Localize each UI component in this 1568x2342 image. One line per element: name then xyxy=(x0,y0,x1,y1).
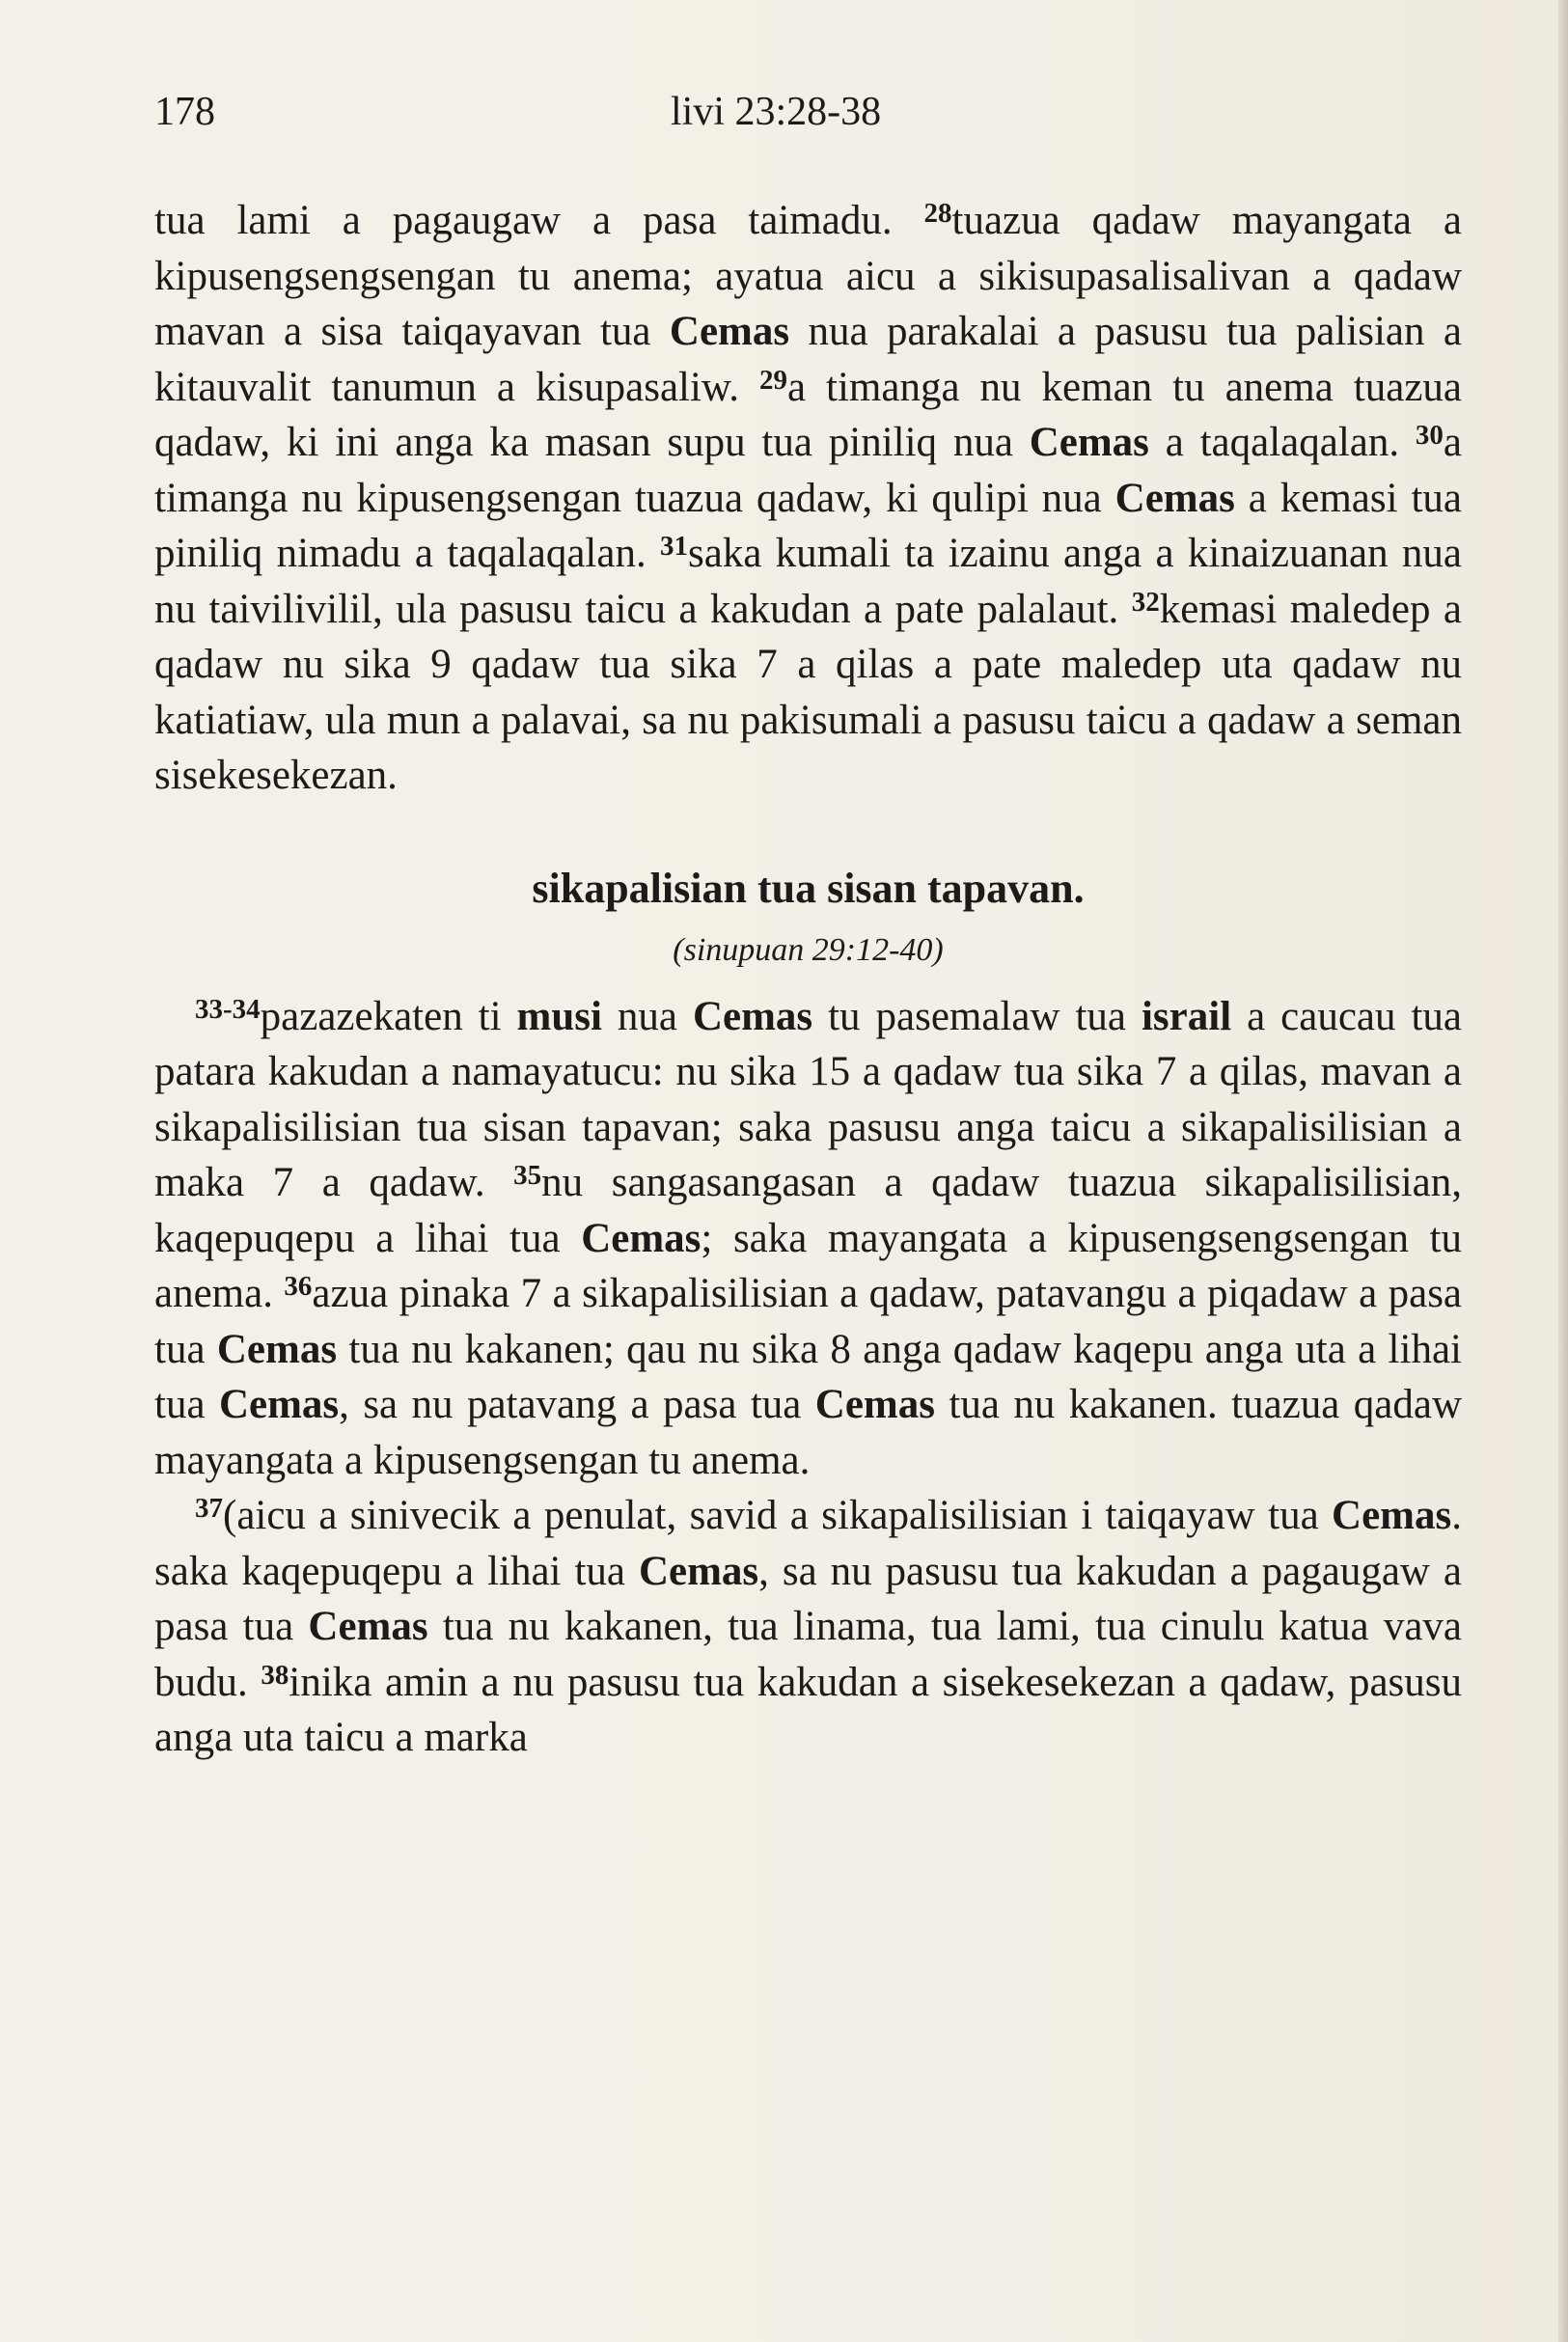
text-run: a timanga nu keman tu anema tuazua qadaw, ki ini anga ka masan supu tua piniliq nua xyxy=(154,364,1462,465)
verse-number-28: 28 xyxy=(923,198,952,229)
bold-term: Cemas xyxy=(669,309,790,354)
bold-term: Cemas xyxy=(638,1548,759,1594)
paragraph-3 xyxy=(154,1488,1462,1766)
text-run: tua nu kakanen; qau nu sika 8 anga qadaw kaqepu anga uta a lihai tua xyxy=(154,1326,1462,1427)
verse-number-36: 36 xyxy=(284,1271,313,1302)
bold-term: Cemas xyxy=(1332,1493,1452,1538)
text-run: tua lami a pagaugaw a pasa taimadu. xyxy=(154,198,924,243)
text-run: tu pasemalaw tua xyxy=(812,993,1142,1039)
text-run: (aicu a sinivecik a penulat, savid a sikapalisilisian i taiqayaw tua xyxy=(223,1493,1333,1538)
bold-term: Cemas xyxy=(692,993,813,1039)
text-run: a kemasi tua piniliq nimadu a taqalaqalan. xyxy=(154,475,1462,576)
text-run: azua pinaka 7 a sikapalisilisian a qadaw, patavangu a piqadaw a pasa tua xyxy=(154,1271,1463,1372)
text-run: pazazekaten ti xyxy=(260,993,517,1039)
paragraph-2 xyxy=(154,989,1462,1489)
bold-term: musi xyxy=(516,993,602,1039)
verse-number-32: 32 xyxy=(1131,586,1160,618)
page-number: 178 xyxy=(154,90,215,134)
bold-term: Cemas xyxy=(814,1382,935,1427)
bold-term: Cemas xyxy=(1029,420,1149,465)
text-run: , sa nu pasusu tua kakudan a pagaugaw a pasa tua xyxy=(154,1548,1462,1649)
text-run: a timanga nu kipusengsengan tuazua qadaw, ki qulipi nua xyxy=(154,420,1462,521)
text-run: , sa nu patavang a pasa tua xyxy=(339,1382,815,1427)
text-run: inika amin a nu pasusu tua kakudan a sisekesekezan a qadaw, pasusu anga uta taicu a marka xyxy=(154,1659,1463,1760)
text-run: nua xyxy=(601,993,693,1039)
text-run: tuazua qadaw mayangata a kipusengsengsengan tu anema; ayatua aicu a sikisupasalisalivan a qadaw mavan a sisa taiqayavan tua xyxy=(154,198,1463,354)
bold-term: Cemas xyxy=(581,1215,701,1261)
text-run: tua nu kakanen. tuazua qadaw mayangata a kipusengsengan tu anema. xyxy=(154,1382,1462,1483)
cross-reference: (sinupuan 29:12-40) xyxy=(673,931,944,968)
running-header xyxy=(154,89,1457,147)
running-title: livi 23:28-38 xyxy=(671,90,882,134)
verse-number-38: 38 xyxy=(261,1659,289,1691)
verse-number-30: 30 xyxy=(1415,420,1444,451)
text-run: tua nu kakanen, tua linama, tua lami, tua cinulu katua vava budu. xyxy=(154,1604,1463,1705)
text-run: nua parakalai a pasusu tua palisian a kitauvalit tanumun a kisupasaliw. xyxy=(154,309,1462,410)
paragraph-1 xyxy=(154,193,1462,804)
text-run: ; saka mayangata a kipusengsengsengan tu anema. xyxy=(154,1215,1463,1316)
verse-number-35: 35 xyxy=(513,1160,542,1191)
text-run: nu sangasangasan a qadaw tuazua sikapalisilisian, kaqepuqepu a lihai tua xyxy=(154,1160,1462,1261)
verse-number-31: 31 xyxy=(660,531,688,562)
bold-term: Cemas xyxy=(216,1326,338,1372)
bold-term: Cemas xyxy=(1114,475,1235,521)
section-heading: sikapalisian tua sisan tapavan. xyxy=(532,864,1085,912)
verse-number-37: 37 xyxy=(195,1493,223,1524)
text-run: saka kumali ta izainu anga a kinaizuanan nua nu taivilivilil, ula pasusu taicu a kakudan a pate palalaut. xyxy=(154,531,1462,632)
verse-number-33-34: 33-34 xyxy=(195,993,261,1025)
text-run: a caucau tua patara kakudan a namayatucu: nu sika 15 a qadaw tua sika 7 a qilas, mavan a sikapalisilisian tua sisan tapavan; saka pasusu anga taicu a sikapalisilisian a maka 7 a qadaw. xyxy=(154,993,1462,1205)
body-text xyxy=(154,193,1462,1766)
page-edge xyxy=(1558,0,1568,2342)
text-run: kemasi maledep a qadaw nu sika 9 qadaw tua sika 7 a qilas a pate maledep uta qadaw nu katiatiaw, ula mun a palavai, sa nu pakisumali a pasusu taicu a qadaw a seman sisekesekezan. xyxy=(154,586,1462,798)
verse-number-29: 29 xyxy=(758,364,787,396)
bold-term: Cemas xyxy=(308,1604,428,1649)
bold-term: israil xyxy=(1141,993,1232,1039)
text-run: a taqalaqalan. xyxy=(1148,420,1416,465)
bold-term: Cemas xyxy=(218,1382,340,1427)
text-run: . saka kaqepuqepu a lihai tua xyxy=(154,1493,1462,1594)
